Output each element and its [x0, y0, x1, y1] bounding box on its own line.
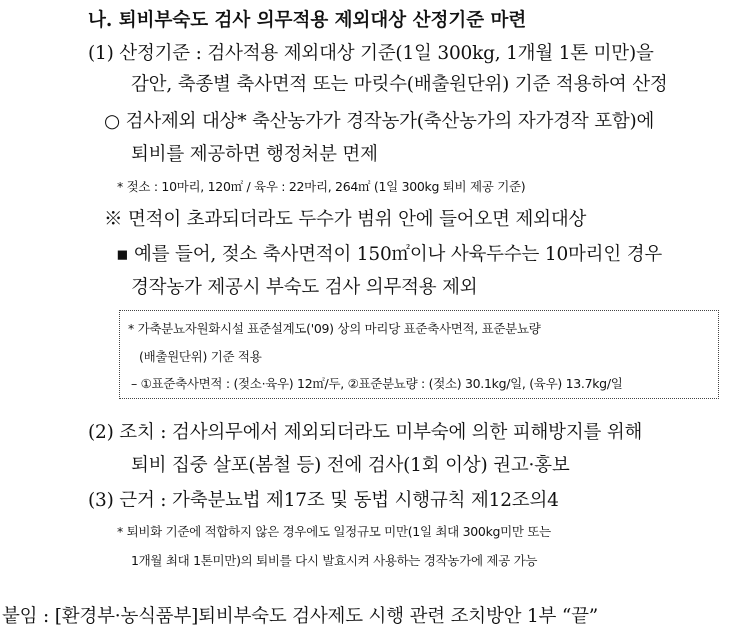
box-line-2: (배출원단위) 기준 적용 [139, 349, 262, 364]
bullet-1-line-2: 퇴비를 제공하면 행정처분 면제 [131, 144, 378, 165]
example-line-1: ▪ 예를 들어, 젖소 축사면적이 150㎡이나 사육두수는 10마리인 경우 [116, 244, 663, 265]
box-line-3: – ①표준축사면적 : (젖소·육우) 12㎡/두, ②표준분뇨량 : (젖소) 30.1kg/일, (육우) 13.7kg/일 [131, 376, 623, 391]
bullet-1-line-1: ○ 검사제외 대상* 축산농가가 경작농가(축산농가의 자가경작 포함)에 [104, 111, 655, 132]
item-2-line-1: (2) 조치 : 검사의무에서 제외되더라도 미부숙에 의한 피해방지를 위해 [88, 422, 643, 443]
section-heading: 나. 퇴비부숙도 검사 의무적용 제외대상 산정기준 마련 [88, 10, 527, 31]
item-3-line-1: (3) 근거 : 가축분뇨법 제17조 및 동법 시행규칙 제12조의4 [88, 490, 559, 511]
attachment-line: 붙임 : [환경부·농식품부]퇴비부숙도 검사제도 시행 관련 조치방안 1부 “끝” [2, 606, 599, 627]
footnote-2-line-1: * 퇴비화 기준에 적합하지 않은 경우에도 일정규모 미만(1일 최대 300kg미만 또는 [117, 524, 551, 539]
footnote-2-line-2: 1개월 최대 1톤미만)의 퇴비를 다시 발효시켜 사용하는 경작농가에 제공 가능 [131, 553, 538, 568]
item-1-line-2: 감안, 축종별 축사면적 또는 마릿수(배출원단위) 기준 적용하여 산정 [131, 74, 668, 95]
box-line-1: * 가축분뇨자원화시설 표준설계도('09) 상의 마리당 표준축사면적, 표준분뇨량 [128, 321, 541, 336]
item-2-line-2: 퇴비 집중 살포(봄철 등) 전에 검사(1회 이상) 권고·홍보 [131, 455, 570, 476]
note-1: ※ 면적이 초과되더라도 두수가 범위 안에 들어오면 제외대상 [104, 209, 587, 230]
footnote-1: * 젖소 : 10마리, 120㎡ / 육우 : 22마리, 264㎡ (1일 300kg 퇴비 제공 기준) [117, 179, 526, 194]
item-1-line-1: (1) 산정기준 : 검사적용 제외대상 기준(1일 300kg, 1개월 1톤 미만)을 [88, 43, 654, 64]
example-line-2: 경작농가 제공시 부숙도 검사 의무적용 제외 [131, 277, 478, 298]
